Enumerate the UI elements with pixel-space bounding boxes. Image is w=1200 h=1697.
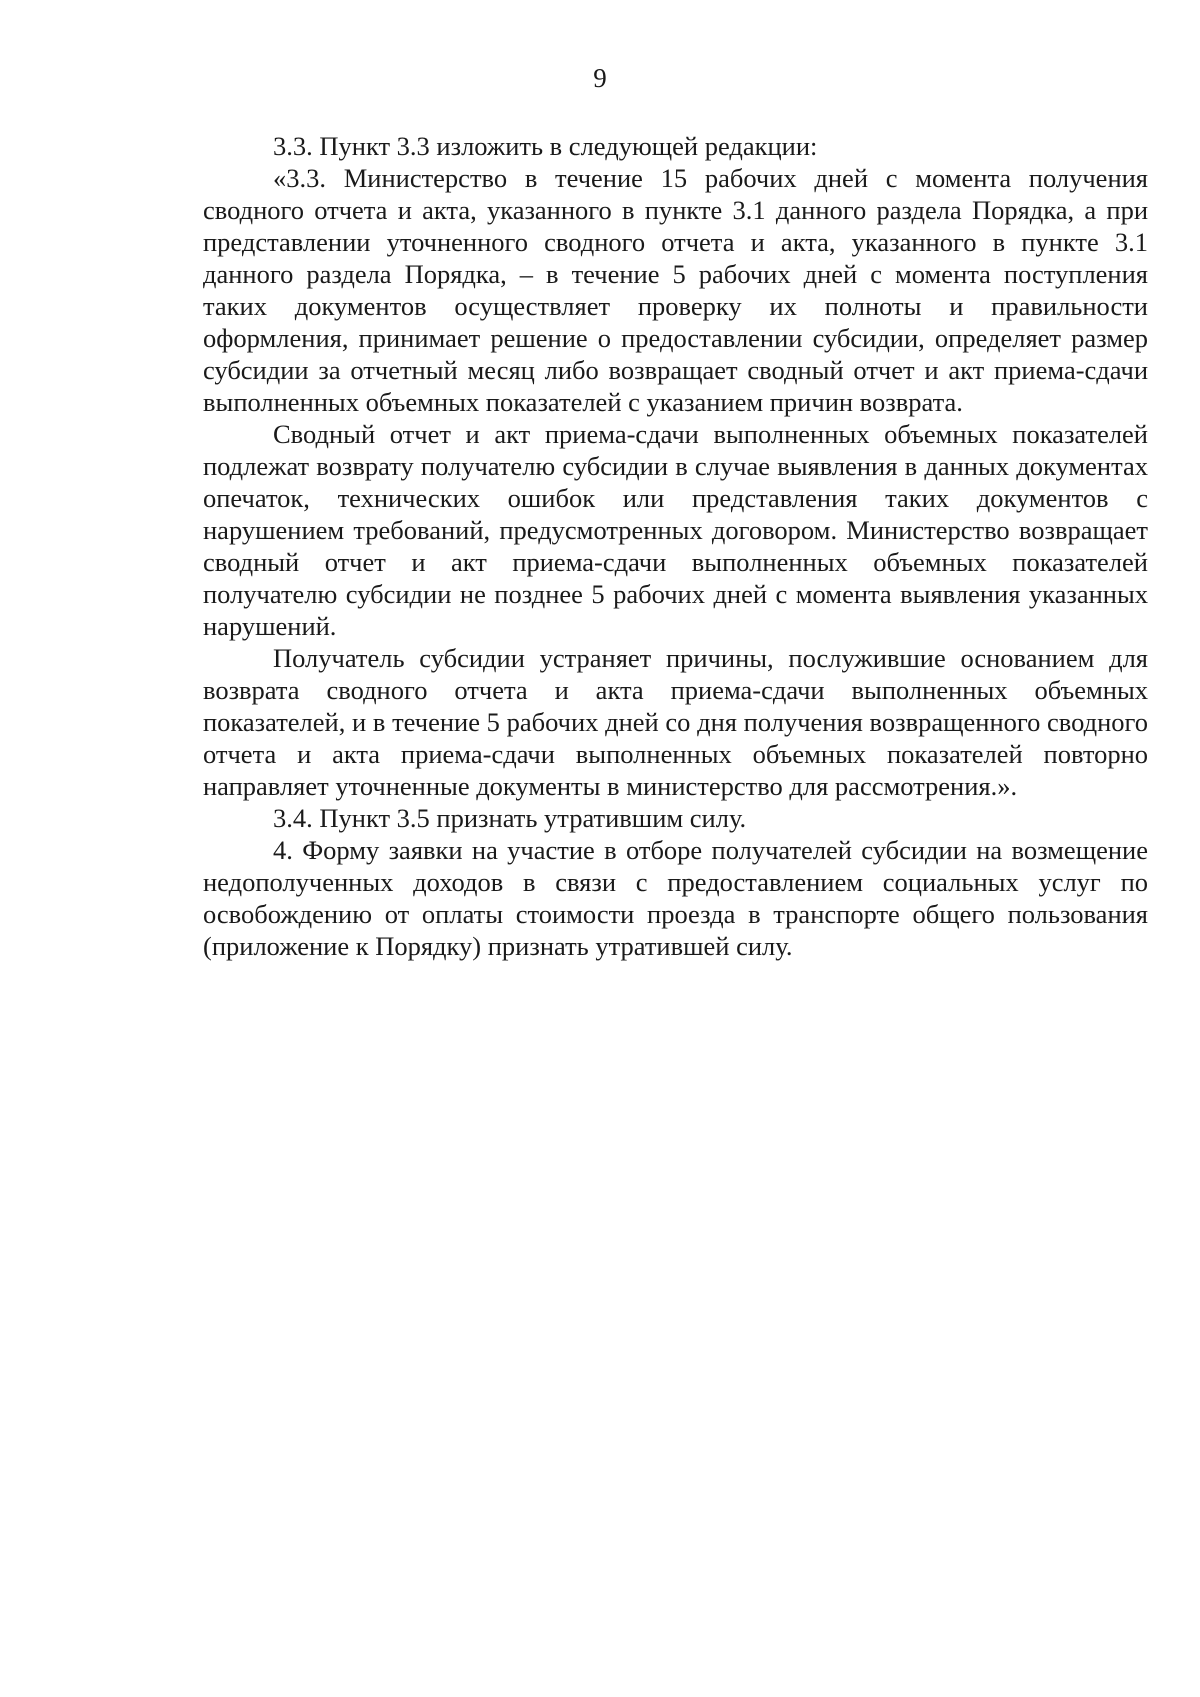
paragraph-4: 4. Форму заявки на участие в отборе получателей субсидии на возмещение недополученных доходов в связи с предоставлением социальных услуг по освобождению от оплаты стоимости проезда в транспорте общего пользования (приложение к Порядку) признать утратившей силу. <box>203 835 1148 961</box>
paragraph-3-3-heading: 3.3. Пункт 3.3 изложить в следующей редакции: <box>273 131 818 161</box>
paragraph-recipient-corrections: Получатель субсидии устраняет причины, послужившие основанием для возврата сводного отчета и акта приема-сдачи выполненных объемных показателей, и в течение 5 рабочих дней со дня получения возвращенного сводного отчета и акта приема-сдачи выполненных объемных показателей повторно направляет уточненные документы в министерство для рассмотрения.». <box>203 643 1148 801</box>
paragraph-3-4: 3.4. Пункт 3.5 признать утратившим силу. <box>273 803 747 833</box>
page-number: 9 <box>593 63 607 93</box>
document-body <box>203 130 1148 962</box>
paragraph-3-3-text: «3.3. Министерство в течение 15 рабочих дней с момента получения сводного отчета и акта, указанного в пункте 3.1 данного раздела Порядка, а при представлении уточненного сводного отчета и акта, указанного в пункте 3.1 данного раздела Порядка, – в течение 5 рабочих дней с момента поступления таких документов осуществляет проверку их полноты и правильности оформления, принимает решение о предоставлении субсидии, определяет размер субсидии за отчетный месяц либо возвращает сводный отчет и акт приема-сдачи выполненных объемных показателей с указанием причин возврата. <box>203 163 1148 417</box>
paragraph-return-conditions: Сводный отчет и акт приема-сдачи выполненных объемных показателей подлежат возврату получателю субсидии в случае выявления в данных документах опечаток, технических ошибок или представления таких документов с нарушением требований, предусмотренных договором. Министерство возвращает сводный отчет и акт приема-сдачи выполненных объемных показателей получателю субсидии не позднее 5 рабочих дней с момента выявления указанных нарушений. <box>203 419 1148 641</box>
